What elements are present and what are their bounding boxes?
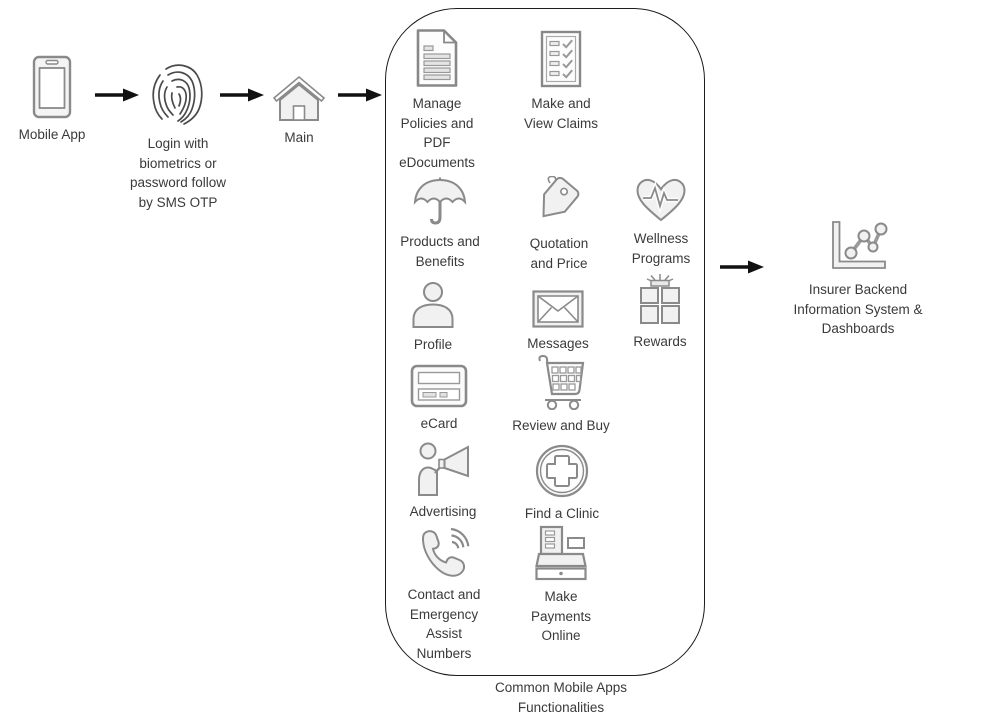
feature-quotation [523, 176, 595, 273]
feature-label: Review and Buy [512, 418, 610, 433]
clinic-cross-icon [535, 444, 589, 498]
feature-label: Profile [413, 337, 453, 352]
node-label: Main [284, 130, 314, 145]
container-caption: Common Mobile Apps Functionalities [494, 680, 628, 715]
feature-manage-policies [391, 28, 483, 172]
feature-label: Advertising [409, 504, 477, 519]
feature-ecard [401, 364, 477, 434]
feature-label: Wellness Programs [631, 231, 691, 266]
feature-find-clinic [512, 444, 612, 524]
arrow-right-icon [719, 259, 765, 275]
shopping-cart-icon [535, 354, 587, 410]
flow-arrow-2 [219, 87, 265, 108]
document-icon [413, 28, 461, 88]
feature-claims [521, 30, 601, 133]
node-label: Insurer Backend Information System & Dashboards [793, 282, 923, 337]
card-icon [410, 364, 468, 408]
smartphone-icon [32, 55, 72, 119]
feature-label: Manage Policies and PDF eDocuments [399, 96, 475, 170]
arrow-right-icon [337, 87, 383, 103]
arrow-right-icon [219, 87, 265, 103]
flow-arrow-4 [719, 259, 765, 280]
feature-label: Messages [527, 336, 589, 351]
umbrella-icon [411, 176, 469, 226]
feature-rewards [625, 272, 695, 352]
feature-contact-emergency [402, 525, 486, 663]
feature-label: Products and Benefits [400, 234, 480, 269]
envelope-icon [532, 290, 584, 328]
home-icon [272, 74, 326, 122]
fingerprint-icon [150, 62, 206, 128]
feature-label: Make Payments Online [530, 589, 592, 644]
node-login [122, 62, 234, 212]
checklist-icon [540, 30, 582, 88]
node-mobile-app [7, 55, 97, 145]
feature-wellness [624, 177, 698, 268]
node-label: Mobile App [18, 127, 86, 142]
feature-label: Rewards [633, 334, 687, 349]
feature-payments [521, 525, 601, 646]
feature-label: eCard [420, 416, 458, 431]
node-main [269, 74, 329, 148]
feature-label: Contact and Emergency Assist Numbers [407, 587, 481, 661]
megaphone-icon [414, 440, 472, 496]
feature-label: Quotation and Price [529, 236, 589, 271]
cash-register-icon [532, 525, 590, 581]
feature-advertising [397, 440, 489, 522]
feature-profile [395, 281, 471, 355]
gift-icon [636, 272, 684, 326]
feature-label: Make and View Claims [523, 96, 599, 131]
feature-products [390, 176, 490, 271]
dashboard-chart-icon [827, 220, 889, 274]
heart-pulse-icon [635, 177, 687, 223]
feature-label: Find a Clinic [524, 506, 600, 521]
node-insurer-backend [783, 220, 933, 339]
node-label: Login with biometrics or password follow by SMS OTP [129, 136, 227, 210]
person-icon [410, 281, 456, 329]
feature-review-buy [506, 354, 616, 436]
feature-messages [516, 290, 600, 354]
flow-arrow-3 [337, 87, 383, 108]
phone-waves-icon [417, 525, 471, 579]
price-tag-icon [535, 176, 583, 228]
